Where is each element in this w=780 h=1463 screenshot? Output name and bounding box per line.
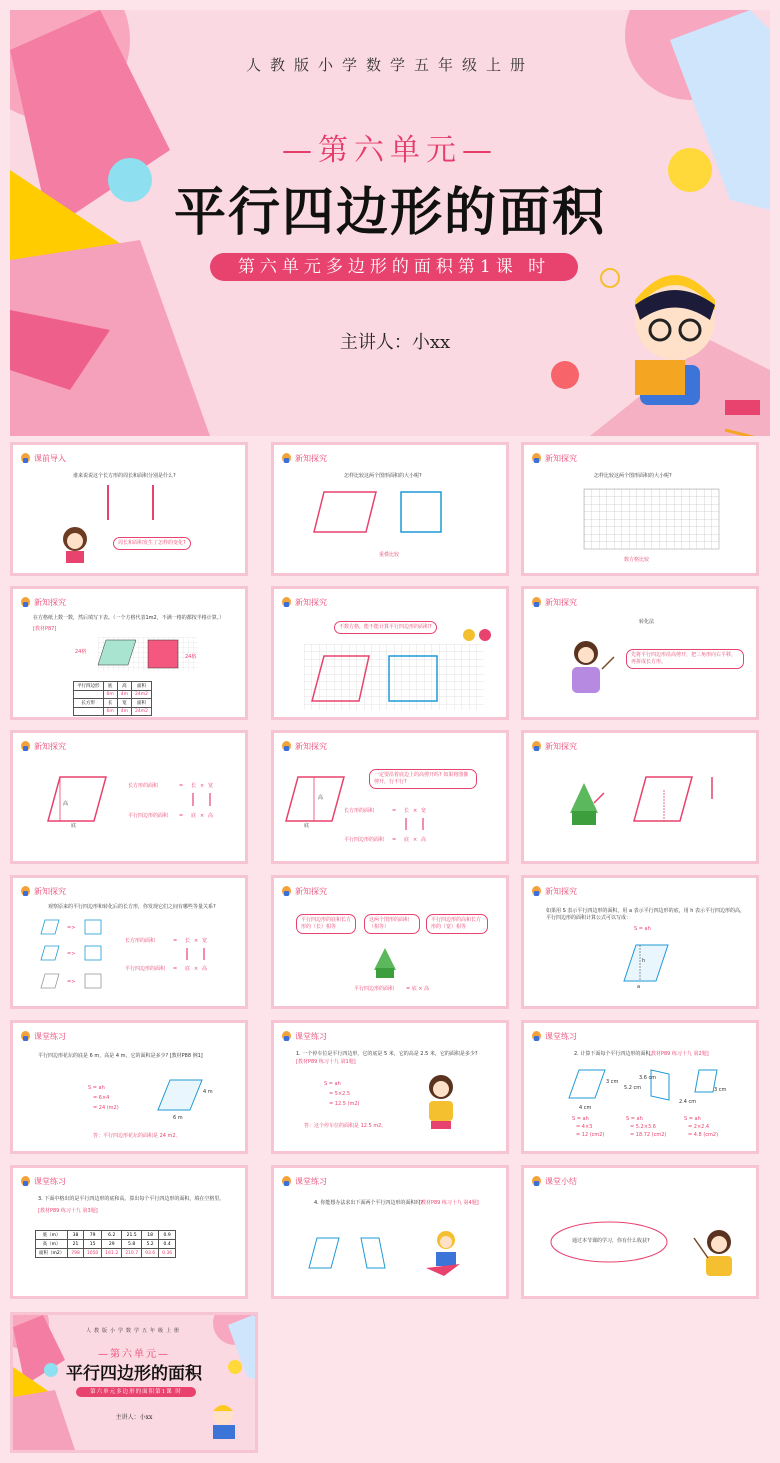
- cover-unit: —第六单元—: [282, 133, 498, 168]
- slide-label: 新知探究: [545, 886, 577, 896]
- slide-text: 如果用 S 表示平行四边形的面积，用 a 表示平行四边形的底，用 h 表示平行四边形的高，平行四边形的面积计算公式可以写成：: [546, 908, 745, 921]
- equal-markers: [184, 948, 209, 964]
- formula-right: = 底 × 高: [406, 986, 430, 992]
- slide-9: [521, 730, 759, 864]
- end-cover-slide: [10, 1312, 258, 1453]
- speech-bubble: 不数方格，能不能计算平行四边形的面积?: [334, 621, 437, 634]
- slide-1: [10, 442, 248, 576]
- slide-text: 怎样比较这两个图形面积的大小呢?: [594, 473, 672, 479]
- slide-text: 3. 下面中格出的是平行四边形的底和高。算出每个平行四边形的面积，填在空格里。: [38, 1196, 225, 1202]
- teacher-avatar-icon: [21, 886, 30, 896]
- grid-shapes: [98, 637, 198, 671]
- slide-8: 新知探究 高 底 一定要沿着底边上的高剪开吗? 如果将图像剪开，行不行? 长方形的面积 = 长 × 宽 平行四边形的面积 = 底 × 高: [271, 730, 509, 864]
- teacher-avatar-icon: [21, 453, 30, 463]
- speech-bubble-2: 这两个图形的面积（相等）: [364, 914, 420, 934]
- speech-bubble: 一定要沿着底边上的高剪开吗? 如果将图像剪开，行不行?: [369, 769, 477, 789]
- slide-17: [271, 1165, 509, 1299]
- end-cover-top-line: 人教版小学数学五年级上册: [85, 1328, 182, 1334]
- slide-18: [521, 1165, 759, 1299]
- teacher-avatar-icon: [532, 1176, 541, 1186]
- textbook-reference: [教材P89 练习十九 第2题]: [649, 1051, 709, 1057]
- teacher-avatar-icon: [532, 1031, 541, 1041]
- h-label: h: [642, 958, 646, 964]
- teacher-boy-illustration: [694, 1228, 744, 1283]
- teacher-illustration: [564, 639, 614, 699]
- cover-banner: 第六单元多边形的面积第1课 时: [210, 253, 578, 281]
- slide-label: 新知探究: [295, 741, 327, 751]
- speech-bubble: 先将平行四边形沿高剪开，把三角形向右平移，再拼成长方形。: [626, 649, 744, 669]
- slide-text: 谁来说说这个长方形的周长和面积分别是什么?: [73, 473, 176, 479]
- end-cover-unit: —第六单元—: [98, 1349, 170, 1360]
- two-parallelograms: [309, 1236, 399, 1276]
- parallelogram-and-square: [314, 490, 464, 540]
- teacher-avatar-icon: [532, 741, 541, 751]
- equal-markers: [190, 793, 215, 809]
- formula-para-left: 平行四边形的面积: [344, 837, 385, 843]
- slide-text: 平行四边形花坛的底是 6 m，高是 4 m，它的面积是多少? [教材P88 例1]: [38, 1053, 203, 1059]
- equal-markers: [403, 818, 428, 834]
- cover-speaker: 主讲人：小xx: [339, 332, 451, 353]
- slide-label: 新知探究: [295, 597, 327, 607]
- cover-top-line: 人教版小学数学五年级上册: [245, 56, 534, 74]
- teacher-avatar-icon: [21, 597, 30, 607]
- transform-steps-figure: [41, 918, 106, 998]
- parallelogram-cut-figure: [286, 775, 346, 825]
- formula-rect-left: 长方形的面积: [344, 808, 375, 814]
- slide-label: 新知探究: [545, 453, 577, 463]
- flowerbed-parallelogram: [158, 1078, 203, 1113]
- formula-para-left: 平行四边形的面积: [125, 966, 166, 972]
- teacher-avatar-icon: [21, 1176, 30, 1186]
- cover-title: 平行四边形的面积: [173, 182, 606, 243]
- grid-with-shapes: [304, 644, 484, 712]
- teacher-avatar-icon: [282, 886, 291, 896]
- a-label: a: [637, 984, 641, 990]
- formula-left: 平行四边形的面积: [354, 986, 395, 992]
- teacher-avatar-icon: [282, 741, 291, 751]
- slide-label: 新知探究: [34, 886, 66, 896]
- teacher-avatar-icon: [532, 886, 541, 896]
- teacher-avatar-icon: [282, 597, 291, 607]
- base-label: 底: [304, 823, 310, 829]
- slide-label: 课堂练习: [295, 1031, 327, 1041]
- slide-text: 转化法: [639, 619, 655, 625]
- three-parallelograms: [569, 1068, 729, 1108]
- slide-6: [521, 586, 759, 720]
- slide-label: 新知探究: [295, 886, 327, 896]
- height-label: 高: [318, 795, 324, 801]
- speech-bubble: 周长和面积发生了怎样的变化?: [113, 537, 191, 550]
- teacher-avatar-icon: [532, 597, 541, 607]
- svg-text:=>: =>: [67, 925, 76, 931]
- teacher-avatar-icon: [282, 453, 291, 463]
- slide-12: [521, 875, 759, 1009]
- rectangle-figure: [103, 485, 163, 525]
- slide-label: 课堂练习: [545, 1031, 577, 1041]
- slide-5: [271, 586, 509, 720]
- slide-14: 课堂练习 1. 一个停车位是平行四边形，它的底是 5 米，它的高是 2.5 米，它的面积是多少? [教材P89 练习十九 第1题] S = ah = 5×2.5 = 12.5 (m2) 答：这个停车位的面积是 12.5 m2。: [271, 1020, 509, 1154]
- textbook-reference: [教材P87]: [33, 626, 57, 632]
- slide-4: [10, 586, 248, 720]
- end-cover-title: 平行四边形的面积: [66, 1364, 202, 1384]
- girl-illustration: [58, 525, 93, 565]
- base-height-table: 底（m） 38 79 6.2 21.5 18 0.9 高（m） 21 15 29 5.8 5.2 0.4 面积（m2） 798 1050 161.2 210.7 93.6 0.36: [35, 1230, 176, 1258]
- formula-rect-left: 长方形的面积: [125, 938, 156, 944]
- slide-label: 课堂小结: [545, 1176, 577, 1186]
- parallelogram-ah-figure: [624, 943, 669, 985]
- area-table: 平行四边形 底 高 面积 6m 4m 24m2 长方形 长 宽 面积 6m 4m 24m2: [73, 681, 152, 716]
- end-cover-decoration: [13, 1315, 258, 1453]
- slide-label: 课前导入: [34, 453, 66, 463]
- girl-illustration: [419, 1073, 464, 1133]
- base-label: 底: [71, 823, 77, 829]
- formula-para-left: 平行四边形的面积: [128, 813, 169, 819]
- formula: S = ah: [634, 926, 651, 932]
- formula-rect-left: 长方形的面积: [128, 783, 159, 789]
- summary-question: 通过本节课的学习，你有什么收获?: [572, 1238, 650, 1244]
- pencil-mascot-illustration: [564, 783, 604, 828]
- parallelogram-move-figure: [632, 775, 722, 825]
- parallelogram-figure: [48, 775, 108, 825]
- slide-2: [271, 442, 509, 576]
- slide-text: 观察原来的平行四边形和转化后的长方形，你发现它们之间有哪些等量关系?: [48, 904, 216, 910]
- speech-bubble-1: 平行四边形的底和长方形的（长）相等: [296, 914, 356, 934]
- cover-slide: [10, 10, 770, 436]
- slide-label: 课堂练习: [34, 1031, 66, 1041]
- grid-paper: [584, 489, 719, 551]
- answer: 答：这个停车位的面积是 12.5 m2。: [304, 1123, 387, 1129]
- caption: 重叠比较: [379, 552, 400, 558]
- slide-13: 课堂练习 平行四边形花坛的底是 6 m，高是 4 m，它的面积是多少? [教材P88 例1] S = ah = 6×4 = 24 (m2) 4 m 6 m 答：平行四边形花坛的面积是 24 m2。: [10, 1020, 248, 1154]
- textbook-reference: [教材P89 练习十九 第4题]: [419, 1200, 479, 1206]
- end-cover-speaker: 主讲人：小xx: [115, 1414, 153, 1421]
- slide-label: 新知探究: [34, 597, 66, 607]
- slide-text: 2. 计算下面每个平行四边形的面积。: [574, 1051, 656, 1057]
- textbook-reference: [教材P89 练习十九 第3题]: [38, 1208, 98, 1214]
- slide-label: 新知探究: [34, 741, 66, 751]
- slide-15: 课堂练习 2. 计算下面每个平行四边形的面积。 [教材P89 练习十九 第2题] 4 cm 3 cm 3.6 cm 5.2 cm 2.4 cm 3 cm S = ah = 4×3 = 12 (cm2) S = ah = 5.2×3.6 = 18.72 (cm2) S = ah = 2×2.4 = 4.8 (cm2): [521, 1020, 759, 1154]
- slide-16: [10, 1165, 248, 1299]
- svg-text:=>: =>: [67, 979, 76, 985]
- speech-bubble-3: 平行四边形的高和长方形的（宽）相等: [426, 914, 488, 934]
- slide-label: 课堂练习: [295, 1176, 327, 1186]
- svg-text:=>: =>: [67, 951, 76, 957]
- end-cover-banner: 第六单元多边形的面积第1课 时: [76, 1387, 196, 1397]
- teacher-avatar-icon: [282, 1176, 291, 1186]
- slide-label: 课堂练习: [34, 1176, 66, 1186]
- textbook-reference: [教材P89 练习十九 第1题]: [296, 1059, 356, 1065]
- teacher-avatar-icon: [532, 453, 541, 463]
- slide-11: [271, 875, 509, 1009]
- slide-label: 新知探究: [295, 453, 327, 463]
- height-label: 高: [63, 801, 69, 807]
- teacher-avatar-icon: [282, 1031, 291, 1041]
- slide-text: 1. 一个停车位是平行四边形，它的底是 5 米，它的高是 2.5 米，它的面积是多少?: [296, 1051, 478, 1057]
- slide-label: 新知探究: [545, 597, 577, 607]
- left-note: 24格: [75, 649, 87, 655]
- caption: 数方格比较: [624, 557, 650, 563]
- slide-label: 新知探究: [545, 741, 577, 751]
- slide-10: 新知探究 观察原来的平行四边形和转化后的长方形，你发现它们之间有哪些等量关系? => => => 长方形的面积 = 长 × 宽 平行四边形的面积 = 底 × 高: [10, 875, 248, 1009]
- reading-boy-illustration: [600, 260, 770, 435]
- slide-text: 在方格纸上数一数，然后填写下表。（一个方格代表1m2，不满一格的都按半格计算。）: [33, 615, 225, 621]
- slide-7: 新知探究 高 底 长方形的面积 = 长 × 宽 平行四边形的面积 = 底 × 高: [10, 730, 248, 864]
- teacher-avatar-icon: [21, 741, 30, 751]
- right-note: 24格: [185, 654, 197, 660]
- pencil-mascot-illustration: [370, 948, 400, 980]
- teacher-avatar-icon: [21, 1031, 30, 1041]
- slide-text: 怎样比较这两个图形面积的大小呢?: [344, 473, 422, 479]
- answer: 答：平行四边形花坛的面积是 24 m2。: [93, 1133, 181, 1139]
- slide-text: 4. 你能想办法求出下面两个平行四边形的面积吗?: [314, 1200, 424, 1206]
- slide-3: [521, 442, 759, 576]
- boy-rocket-illustration: [424, 1228, 464, 1278]
